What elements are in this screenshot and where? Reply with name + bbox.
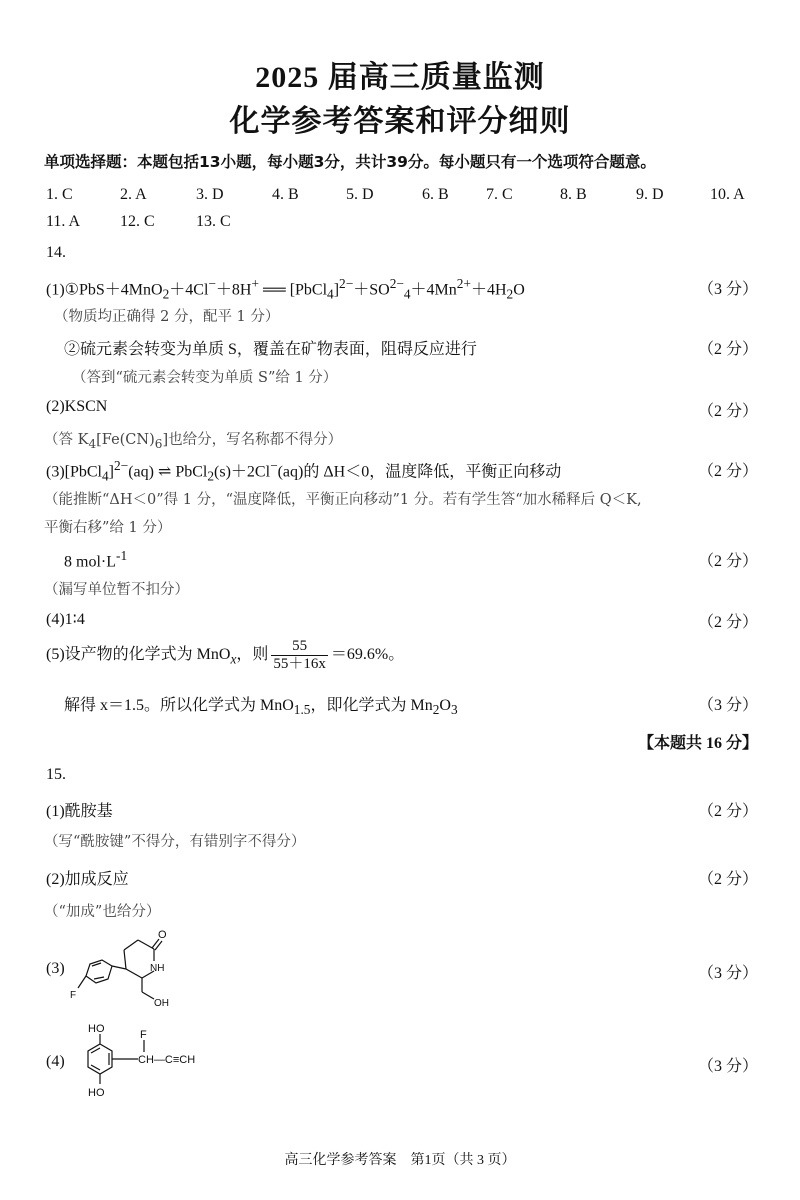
q14-p1-note: （物质均正确得 2 分，配平 1 分） — [54, 309, 280, 325]
q15-number: 15. — [46, 766, 66, 783]
q15-p4-chain-label: CH—C≡CH — [138, 1054, 196, 1066]
page-title-line1: 2025 届高三质量监测 — [255, 61, 545, 94]
q14-p3-concentration: 8 $mol\cdot L^{-1}$ — [64, 548, 128, 571]
q14-p1-equation: (1)①PbS＋4MnO$_2$＋4Cl−＋8H+ ══ $[PbCl_4]^{2-}+SO^{2-}_4+4Mn^{2+}+4H_2O$ — [46, 276, 525, 302]
q14-p1-part2: ②硫元素会转变为单质 S，覆盖在矿物表面，阻碍反应进行 — [64, 341, 477, 358]
mc-answer: 1. C — [46, 186, 73, 203]
q15-p4-ho-top-label: HO — [88, 1023, 105, 1035]
mc-answer: 7. C — [486, 186, 513, 203]
q15-p2: (2)加成反应 — [46, 871, 129, 888]
q14-p1-part2-note: （答到“硫元素会转变为单质 S”给 1 分） — [72, 370, 338, 386]
q14-p3-score: （2 分） — [697, 463, 758, 480]
q15-p2-score: （2 分） — [697, 871, 758, 888]
mc-answer: 5. D — [346, 186, 374, 203]
q14-p3-note-line2: 平衡右移”给 1 分） — [44, 520, 172, 536]
q15-p4-label: (4) — [46, 1053, 65, 1070]
q15-p3-label: (3) — [46, 960, 65, 977]
q15-p1: (1)酰胺基 — [46, 803, 113, 820]
q14-p5-setup: (5)设产物的化学式为 MnO$_x$，则 $\frac{55}{55+16x}$ ＝69.6%。 — [46, 638, 405, 672]
q14-p5-fraction: $\frac{55}{55+16x}$ — [273, 638, 326, 672]
q14-p4: (4)1∶4 — [46, 611, 85, 628]
mc-answer: 13. C — [196, 213, 231, 230]
q14-p3-concentration-note: （漏写单位暂不扣分） — [44, 582, 189, 598]
q14-number: 14. — [46, 244, 66, 261]
q15-p4-ho-bottom-label: HO — [88, 1087, 105, 1099]
mc-instruction: 单项选择题：本题包括13小题，每小题3分，共计39分。每小题只有一个选项符合题意。 — [44, 153, 656, 171]
q14-p3-note-line1: （能推断“ΔH＜0”得 1 分，“温度降低，平衡正向移动”1 分。若有学生答“加水稀释后 Q＜K, — [44, 492, 642, 508]
mc-answer: 9. D — [636, 186, 664, 203]
mc-answer: 12. C — [120, 213, 155, 230]
q14-p2-note: （答 $K_4[Fe(CN)_6]$也给分，写名称都不得分） — [44, 432, 343, 451]
q14-p5-score: （3 分） — [697, 697, 758, 714]
q15-p3-structure — [66, 926, 206, 1008]
q14-p2: (2)KSCN — [46, 398, 108, 415]
q15-p3-oh-label: OH — [154, 998, 169, 1008]
mc-answer: 6. B — [422, 186, 449, 203]
mc-answer: 4. B — [272, 186, 299, 203]
q15-p3-oxygen-label: O — [158, 929, 167, 941]
mc-answer: 11. A — [46, 213, 81, 230]
q15-p3-score: （3 分） — [697, 965, 758, 982]
q14-p3-equation: (3)[PbCl$_4$]$^{2-}$(aq) ⇌ PbCl$_2$(s)＋2Cl−(aq)的 ΔH＜0，温度降低，平衡正向移动 — [46, 458, 562, 484]
q14-p1-score: （3 分） — [697, 281, 758, 298]
q15-p2-note: （“加成”也给分） — [44, 904, 161, 920]
q15-p1-score: （2 分） — [697, 803, 758, 820]
q15-p4-structure — [66, 1018, 226, 1104]
q15-p4-fluorine-label: F — [140, 1029, 147, 1041]
q15-p4-score: （3 分） — [697, 1058, 758, 1075]
q15-p3-fluorine-label: F — [70, 990, 77, 1001]
q15-p1-note: （写“酰胺键”不得分，有错别字不得分） — [44, 834, 306, 850]
q15-p3-nh-label: NH — [150, 963, 165, 974]
q14-p1-part2-score: （2 分） — [697, 341, 758, 358]
q14-p4-score: （2 分） — [697, 614, 758, 631]
q14-p5-solution: 解得 x＝1.5。所以化学式为 MnO$_{1.5}$，即化学式为 $Mn_2O_3$ — [64, 697, 458, 718]
q14-total: 【本题共 16 分】 — [637, 735, 758, 752]
mc-answer: 10. A — [710, 186, 745, 203]
q14-p3-concentration-score: （2 分） — [697, 553, 758, 570]
mc-answer: 8. B — [560, 186, 587, 203]
page-title-line2: 化学参考答案和评分细则 — [229, 105, 571, 138]
mc-answer: 2. A — [120, 186, 147, 203]
q14-p2-score: （2 分） — [697, 403, 758, 420]
mc-answer: 3. D — [196, 186, 224, 203]
page-footer: 高三化学参考答案 第1页（共 3 页） — [284, 1153, 516, 1168]
